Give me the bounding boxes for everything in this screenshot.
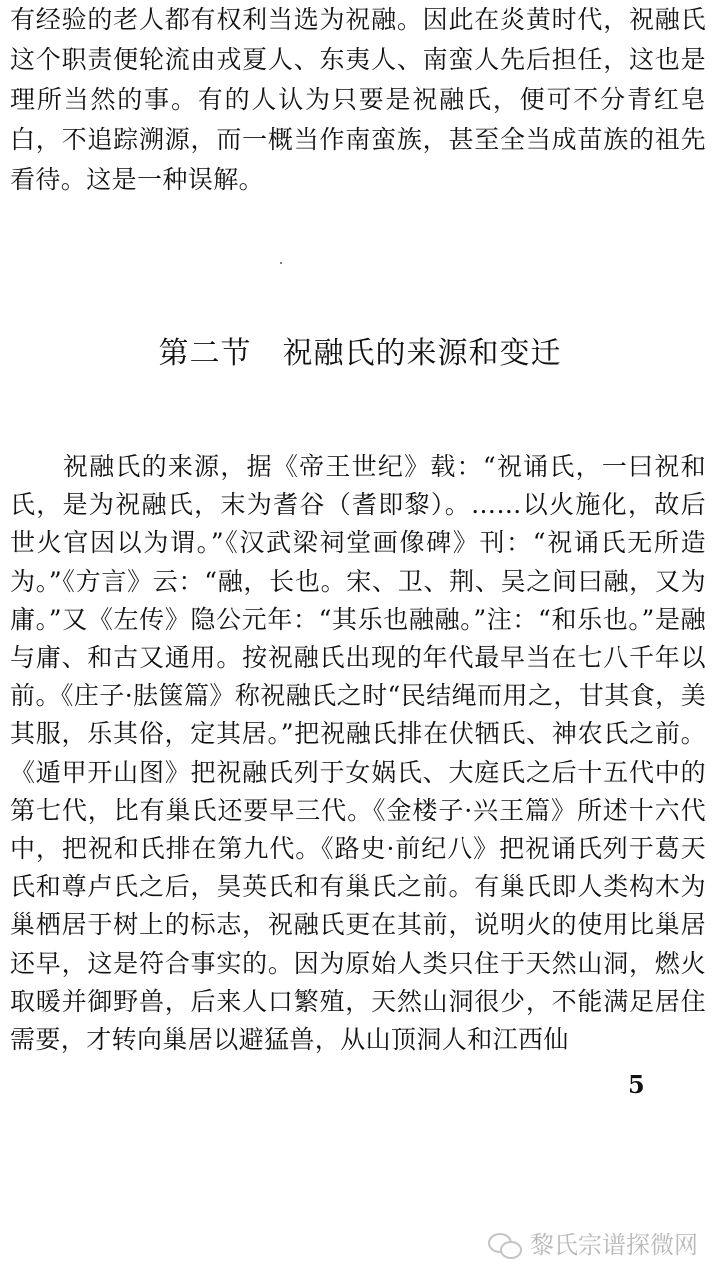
main-paragraph-text: 祝融氏的来源，据《帝王世纪》载：“祝诵氏，一曰祝和氏，是为祝融氏，末为耆谷（耆即黎）。……以火施化，故后世火官因以为谓。”《汉武梁祠堂画像碑》刊：“祝诵氏无所造为。”《方言》云：“融，长也。宋、卫、荆、吴之间曰融，又为庸。”又《左传》隐公元年：“其乐也融融。”注：“和乐也。”是融与庸、和古又通用。按祝融氏出现的年代最早当在七八千年以前。《庄子·胠箧篇》称祝融氏之时“民结绳而用之，甘其食，美其服，乐其俗，定其居。”把祝融氏排在伏牺氏、神农氏之前。《遁甲开山图》把祝融氏列于女娲氏、大庭氏之后十五代中的第七代，比有巢氏还要早三代。《金楼子·兴王篇》所述十六代中，把祝和氏排在第九代。《路史·前纪八》把祝诵氏列于葛天氏和尊卢氏之后，昊英氏和有巢氏之前。有巢氏即人类构木为巢栖居于树上的标志，祝融氏更在其前，说明火的使用比巢居还早，这是符合事实的。因为原始人类只住于天然山洞，燃火取暖并御野兽，后来人口繁殖，天然山洞很少，不能满足居住需要，才转向巢居以避猛兽，从山顶洞人和江西仙 [10,452,706,1055]
section-title: 第二节 祝融氏的来源和变迁 [158,336,562,371]
page-number: 5 [628,1070,645,1099]
top-paragraph: 有经验的老人都有权利当选为祝融。因此在炎黄时代，祝融氏这个职责便轮流由戎夏人、东夷人、南蛮人先后担任，这也是理所当然的事。有的人认为只要是祝融氏，便可不分青红皂白，不追踪溯源，而一概当作南蛮族，甚至全当成苗族的祖先看待。这是一种误解。 [10,5,706,194]
ink-dot [280,262,282,264]
watermark-text: 黎氏宗谱探微网 [530,1231,698,1259]
wechat-icon [488,1231,522,1259]
main-paragraph [10,448,706,1059]
watermark [488,1230,698,1260]
